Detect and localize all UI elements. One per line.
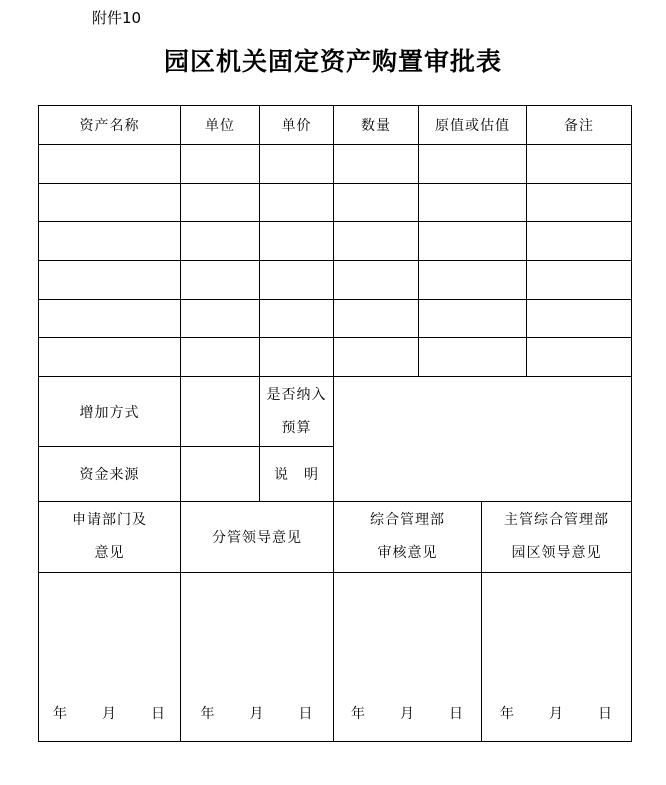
header-original-value: 原值或估值 bbox=[419, 106, 527, 145]
unit-price-cell[interactable] bbox=[260, 184, 334, 222]
applicant-opinion-line2: 意见 bbox=[94, 545, 125, 561]
chief-leader-opinion-area[interactable] bbox=[482, 573, 632, 742]
asset-row bbox=[39, 145, 632, 184]
asset-row bbox=[39, 184, 632, 222]
asset-name-cell[interactable] bbox=[39, 222, 181, 261]
date-day: 日 bbox=[151, 706, 166, 722]
fund-source-value[interactable] bbox=[181, 447, 260, 502]
date-year: 年 bbox=[53, 706, 68, 722]
remarks-cell[interactable] bbox=[527, 300, 632, 338]
attachment-label: 附件10 bbox=[92, 9, 142, 27]
leader-opinion-header: 分管领导意见 bbox=[181, 502, 334, 573]
unit-cell[interactable] bbox=[181, 338, 260, 377]
applicant-opinion-line1: 申请部门及 bbox=[72, 512, 147, 528]
date-year: 年 bbox=[351, 706, 366, 722]
date-month: 月 bbox=[549, 706, 564, 722]
original-value-cell[interactable] bbox=[419, 222, 527, 261]
original-value-cell[interactable] bbox=[419, 184, 527, 222]
chief-opinion-line1: 主管综合管理部 bbox=[504, 512, 609, 528]
unit-price-cell[interactable] bbox=[260, 145, 334, 184]
unit-cell[interactable] bbox=[181, 184, 260, 222]
quantity-cell[interactable] bbox=[334, 222, 419, 261]
unit-price-cell[interactable] bbox=[260, 261, 334, 300]
quantity-cell[interactable] bbox=[334, 184, 419, 222]
unit-cell[interactable] bbox=[181, 261, 260, 300]
asset-name-cell[interactable] bbox=[39, 300, 181, 338]
date-day: 日 bbox=[449, 706, 464, 722]
date-month: 月 bbox=[249, 706, 265, 722]
header-asset-name: 资产名称 bbox=[39, 106, 181, 145]
budget-label-line1: 是否纳入 bbox=[266, 386, 327, 403]
approval-form-table bbox=[38, 105, 632, 742]
original-value-cell[interactable] bbox=[419, 261, 527, 300]
opinion-body-row bbox=[39, 573, 632, 742]
unit-cell[interactable] bbox=[181, 145, 260, 184]
original-value-cell[interactable] bbox=[419, 300, 527, 338]
date-year: 年 bbox=[500, 706, 515, 722]
budget-explanation-area[interactable] bbox=[334, 377, 632, 502]
unit-cell[interactable] bbox=[181, 300, 260, 338]
unit-cell[interactable] bbox=[181, 222, 260, 261]
asset-name-cell[interactable] bbox=[39, 145, 181, 184]
chief-leader-opinion-header bbox=[482, 502, 632, 573]
date-line bbox=[39, 591, 180, 723]
asset-name-cell[interactable] bbox=[39, 184, 181, 222]
date-line bbox=[181, 591, 333, 723]
original-value-cell[interactable] bbox=[419, 338, 527, 377]
applicant-opinion-area[interactable] bbox=[39, 573, 181, 742]
increase-method-value[interactable] bbox=[181, 377, 260, 447]
budget-label bbox=[260, 377, 334, 447]
unit-price-cell[interactable] bbox=[260, 300, 334, 338]
remarks-cell[interactable] bbox=[527, 222, 632, 261]
header-unit: 单位 bbox=[181, 106, 260, 145]
budget-label-line2: 预算 bbox=[281, 419, 312, 436]
explain-label: 说 明 bbox=[260, 447, 334, 502]
date-month: 月 bbox=[102, 706, 117, 722]
original-value-cell[interactable] bbox=[419, 145, 527, 184]
header-remarks: 备注 bbox=[527, 106, 632, 145]
asset-name-cell[interactable] bbox=[39, 261, 181, 300]
applicant-opinion-header bbox=[39, 502, 181, 573]
fund-source-label: 资金来源 bbox=[39, 447, 181, 502]
general-dept-opinion-area[interactable] bbox=[334, 573, 482, 742]
remarks-cell[interactable] bbox=[527, 261, 632, 300]
quantity-cell[interactable] bbox=[334, 338, 419, 377]
remarks-cell[interactable] bbox=[527, 338, 632, 377]
remarks-cell[interactable] bbox=[527, 184, 632, 222]
header-unit-price: 单价 bbox=[260, 106, 334, 145]
form-title: 园区机关固定资产购置审批表 bbox=[163, 47, 502, 76]
date-line bbox=[482, 591, 631, 723]
quantity-cell[interactable] bbox=[334, 261, 419, 300]
asset-row bbox=[39, 222, 632, 261]
asset-row bbox=[39, 261, 632, 300]
general-opinion-line2: 审核意见 bbox=[377, 545, 438, 561]
opinion-header-row bbox=[39, 502, 632, 573]
remarks-cell[interactable] bbox=[527, 145, 632, 184]
general-opinion-line1: 综合管理部 bbox=[370, 512, 445, 528]
unit-price-cell[interactable] bbox=[260, 222, 334, 261]
asset-row bbox=[39, 300, 632, 338]
quantity-cell[interactable] bbox=[334, 145, 419, 184]
asset-name-cell[interactable] bbox=[39, 338, 181, 377]
date-month: 月 bbox=[400, 706, 415, 722]
date-day: 日 bbox=[598, 706, 613, 722]
asset-row bbox=[39, 338, 632, 377]
header-row bbox=[39, 106, 632, 145]
unit-price-cell[interactable] bbox=[260, 338, 334, 377]
header-quantity: 数量 bbox=[334, 106, 419, 145]
quantity-cell[interactable] bbox=[334, 300, 419, 338]
date-day: 日 bbox=[298, 706, 314, 722]
increase-method-label: 增加方式 bbox=[39, 377, 181, 447]
date-year: 年 bbox=[200, 706, 216, 722]
general-dept-opinion-header bbox=[334, 502, 482, 573]
date-line bbox=[334, 591, 481, 723]
leader-opinion-area[interactable] bbox=[181, 573, 334, 742]
chief-opinion-line2: 园区领导意见 bbox=[511, 545, 602, 561]
increase-method-row bbox=[39, 377, 632, 447]
